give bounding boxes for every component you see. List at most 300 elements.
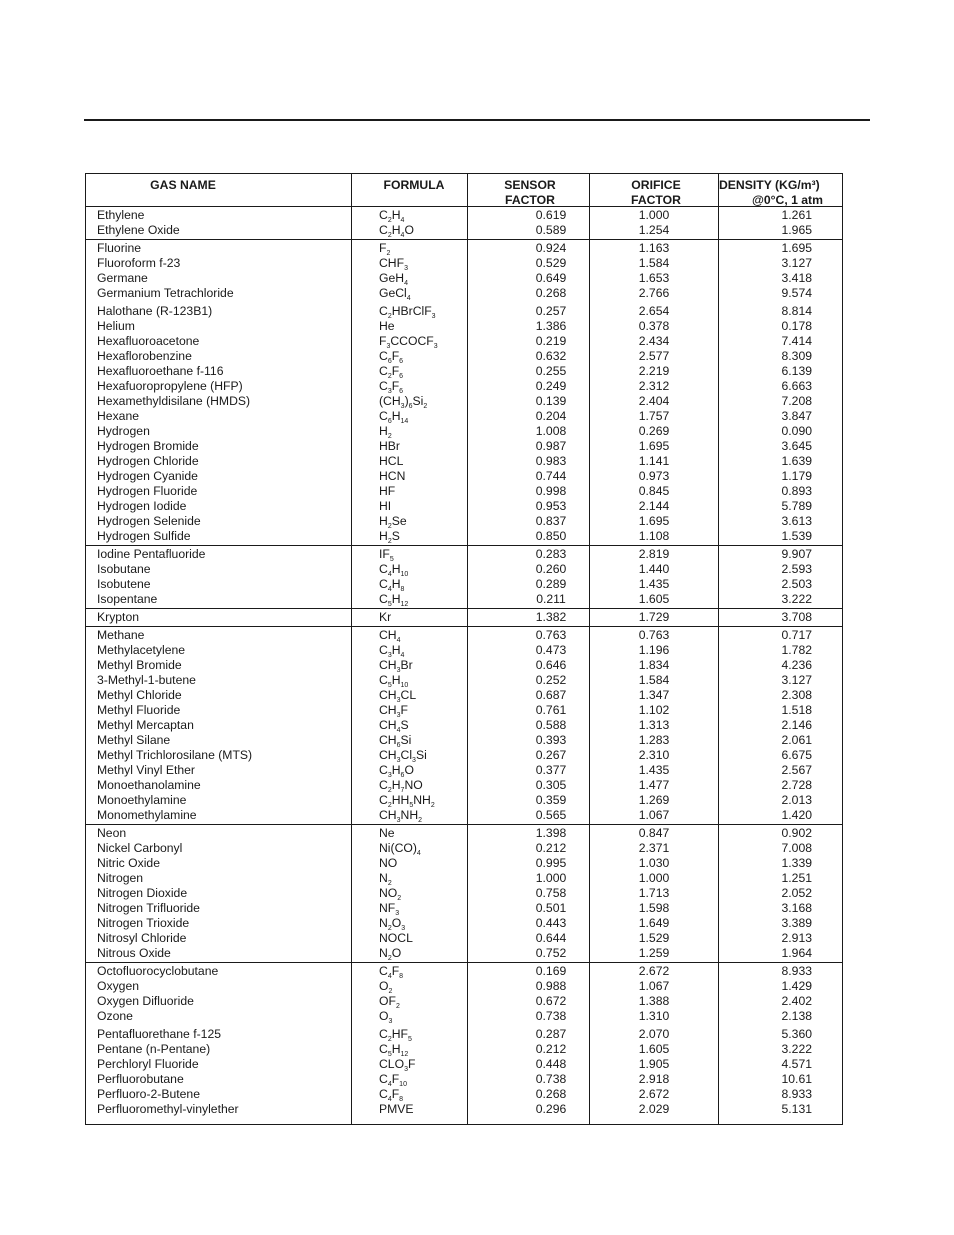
orifice-factor-cell: 1.067 (638, 979, 670, 993)
table-row (86, 979, 842, 994)
table-row (86, 319, 842, 334)
formula-cell: $C_5H_{12}$ (379, 592, 409, 608)
gas-name-cell: Methyl Mercaptan (97, 718, 194, 732)
gas-name-cell: Halothane (R-123B1) (97, 304, 213, 318)
density-cell: 2.052 (781, 886, 812, 900)
gas-name-cell: Pentafluorethane f-125 (97, 1027, 221, 1041)
sensor-factor-cell: 1.008 (535, 424, 567, 438)
orifice-factor-cell: 1.310 (638, 1009, 670, 1023)
table-row (86, 469, 842, 484)
gas-name-cell: Hydrogen Fluoride (97, 484, 198, 498)
orifice-factor-cell: 1.757 (638, 409, 670, 423)
sensor-factor-cell: 0.988 (535, 979, 567, 993)
sensor-factor-cell: 0.268 (535, 1087, 567, 1101)
orifice-factor-cell: 1.254 (638, 223, 670, 237)
density-cell: 6.139 (781, 364, 812, 378)
density-cell: 1.420 (781, 808, 812, 822)
table-row (86, 547, 842, 562)
table-row (86, 562, 842, 577)
orifice-factor-cell: 1.695 (638, 514, 670, 528)
orifice-factor-cell: 1.905 (638, 1057, 670, 1071)
density-cell: 3.847 (781, 409, 812, 423)
table-row (86, 901, 842, 916)
formula-cell: $C_2HF_5$ (379, 1027, 412, 1043)
density-cell: 5.789 (781, 499, 812, 513)
orifice-factor-cell: 0.845 (638, 484, 670, 498)
table-row (86, 379, 842, 394)
orifice-factor-cell: 1.283 (638, 733, 670, 747)
orifice-factor-cell: 0.847 (638, 826, 670, 840)
sensor-factor-cell: 0.644 (535, 931, 567, 945)
density-cell: 0.902 (781, 826, 812, 840)
table-row (86, 208, 842, 223)
table-row (86, 856, 842, 871)
formula-cell: $NO_2$ (379, 886, 402, 902)
formula-cell: $C_2H_7NO$ (379, 778, 423, 794)
formula-cell: NO (379, 856, 398, 870)
orifice-factor-cell: 2.672 (638, 1087, 670, 1101)
gas-name-cell: Hydrogen (97, 424, 150, 438)
orifice-factor-cell: 0.378 (638, 319, 670, 333)
table-row (86, 658, 842, 673)
gas-name-cell: Methyl Chloride (97, 688, 182, 702)
table-row (86, 643, 842, 658)
gas-name-cell: Methylacetylene (97, 643, 186, 657)
sensor-factor-cell: 0.738 (535, 1009, 567, 1023)
density-cell: 6.675 (781, 748, 812, 762)
orifice-factor-cell: 1.196 (638, 643, 670, 657)
formula-cell: $O_2$ (379, 979, 393, 995)
table-row (86, 703, 842, 718)
gas-name-cell: Hydrogen Selenide (97, 514, 201, 528)
orifice-factor-cell: 1.388 (638, 994, 670, 1008)
formula-cell: $CH_3Cl_3Si$ (379, 748, 427, 764)
formula-cell: $C_6F_6$ (379, 349, 404, 365)
gas-name-cell: Oxygen (97, 979, 140, 993)
gas-name-cell: Ethylene Oxide (97, 223, 180, 237)
gas-name-cell: Pentane (n-Pentane) (97, 1042, 211, 1056)
orifice-factor-cell: 2.672 (638, 964, 670, 978)
sensor-factor-cell: 0.255 (535, 364, 567, 378)
group-divider (86, 824, 842, 825)
formula-cell: HCN (379, 469, 406, 483)
orifice-factor-cell: 1.347 (638, 688, 670, 702)
density-cell: 1.782 (781, 643, 812, 657)
gas-factor-table (85, 173, 843, 1125)
gas-name-cell: Hexafuoropropylene (HFP) (97, 379, 243, 393)
table-row (86, 223, 842, 238)
group-divider (86, 239, 842, 240)
formula-cell: $F_3CCOCF_3$ (379, 334, 438, 350)
orifice-factor-cell: 2.918 (638, 1072, 670, 1086)
gas-name-cell: Nitrosyl Chloride (97, 931, 187, 945)
density-cell: 7.414 (781, 334, 812, 348)
density-cell: 3.127 (781, 256, 812, 270)
group-divider (86, 626, 842, 627)
density-cell: 3.222 (781, 1042, 812, 1056)
formula-cell: He (379, 319, 395, 333)
orifice-factor-cell: 1.000 (638, 208, 670, 222)
table-row (86, 1102, 842, 1117)
formula-cell: $C_3H_4$ (379, 643, 405, 659)
density-cell: 1.695 (781, 241, 812, 255)
gas-name-cell: Perfluoro-2-Butene (97, 1087, 200, 1101)
table-row (86, 1009, 842, 1024)
table-row (86, 454, 842, 469)
density-cell: 0.090 (781, 424, 812, 438)
orifice-factor-cell: 1.163 (638, 241, 670, 255)
gas-name-cell: 3-Methyl-1-butene (97, 673, 196, 687)
sensor-factor-cell: 0.473 (535, 643, 567, 657)
table-row (86, 271, 842, 286)
density-cell: 2.567 (781, 763, 812, 777)
sensor-factor-cell: 0.761 (535, 703, 567, 717)
gas-name-cell: Methyl Vinyl Ether (97, 763, 195, 777)
orifice-factor-cell: 2.654 (638, 304, 670, 318)
gas-name-cell: Hydrogen Bromide (97, 439, 199, 453)
orifice-factor-cell: 2.819 (638, 547, 670, 561)
orifice-factor-cell: 2.312 (638, 379, 670, 393)
formula-cell: $CH_4S$ (379, 718, 409, 734)
gas-name-cell: Methyl Trichlorosilane (MTS) (97, 748, 253, 762)
density-cell: 2.308 (781, 688, 812, 702)
gas-name-cell: Hexaflorobenzine (97, 349, 192, 363)
density-cell: 4.236 (781, 658, 812, 672)
sensor-factor-cell: 0.267 (535, 748, 567, 762)
formula-cell: Kr (379, 610, 392, 624)
orifice-factor-cell: 2.577 (638, 349, 670, 363)
sensor-factor-cell: 0.393 (535, 733, 567, 747)
sensor-factor-cell: 0.619 (535, 208, 567, 222)
orifice-factor-cell: 1.141 (638, 454, 670, 468)
formula-cell: $H_2S$ (379, 529, 400, 545)
gas-name-cell: Fluoroform f-23 (97, 256, 181, 270)
sensor-factor-cell: 0.257 (535, 304, 567, 318)
density-cell: 7.208 (781, 394, 812, 408)
table-row (86, 484, 842, 499)
orifice-factor-cell: 2.404 (638, 394, 670, 408)
sensor-factor-cell: 0.987 (535, 439, 567, 453)
formula-cell: HCL (379, 454, 404, 468)
gas-name-cell: Germane (97, 271, 148, 285)
gas-name-cell: Ethylene (97, 208, 145, 222)
density-cell: 3.613 (781, 514, 812, 528)
formula-cell: $C_2HH_5NH_2$ (379, 793, 435, 809)
gas-name-cell: Isobutene (97, 577, 151, 591)
orifice-factor-cell: 1.584 (638, 673, 670, 687)
table-row (86, 733, 842, 748)
gas-name-cell: Isopentane (97, 592, 158, 606)
sensor-factor-cell: 0.139 (535, 394, 567, 408)
formula-cell: $F_2$ (379, 241, 391, 257)
table-row (86, 964, 842, 979)
gas-name-cell: Methyl Fluoride (97, 703, 181, 717)
density-cell: 1.518 (781, 703, 812, 717)
gas-name-cell: Nitrous Oxide (97, 946, 171, 960)
density-cell: 1.965 (781, 223, 812, 237)
gas-name-cell: Hexamethyldisilane (HMDS) (97, 394, 251, 408)
orifice-factor-cell: 1.529 (638, 931, 670, 945)
density-cell: 2.138 (781, 1009, 812, 1023)
orifice-factor-cell: 2.434 (638, 334, 670, 348)
group-divider (86, 608, 842, 609)
sensor-factor-cell: 0.529 (535, 256, 567, 270)
density-cell: 2.593 (781, 562, 812, 576)
density-cell: 2.913 (781, 931, 812, 945)
formula-cell: $CHF_3$ (379, 256, 408, 272)
table-row (86, 529, 842, 544)
orifice-factor-cell: 1.653 (638, 271, 670, 285)
gas-name-cell: Fluorine (97, 241, 142, 255)
formula-cell: $C_6H_{14}$ (379, 409, 409, 425)
table-row (86, 628, 842, 643)
formula-cell: NOCL (379, 931, 413, 945)
density-cell: 1.339 (781, 856, 812, 870)
header-gas-name: GAS NAME (150, 178, 216, 192)
sensor-factor-cell: 1.398 (535, 826, 567, 840)
orifice-factor-cell: 2.310 (638, 748, 670, 762)
gas-name-cell: Hydrogen Iodide (97, 499, 187, 513)
formula-cell: $C_2H_4O$ (379, 223, 414, 239)
table-row (86, 256, 842, 271)
table-row (86, 592, 842, 607)
formula-cell: $CH_4$ (379, 628, 401, 644)
table-row (86, 1072, 842, 1087)
sensor-factor-cell: 0.738 (535, 1072, 567, 1086)
gas-name-cell: Nitrogen (97, 871, 144, 885)
sensor-factor-cell: 0.763 (535, 628, 567, 642)
table-row (86, 286, 842, 301)
sensor-factor-cell: 0.649 (535, 271, 567, 285)
orifice-factor-cell: 1.102 (638, 703, 670, 717)
sensor-factor-cell: 0.758 (535, 886, 567, 900)
formula-cell: $CH_3Br$ (379, 658, 413, 674)
density-cell: 8.309 (781, 349, 812, 363)
density-cell: 2.146 (781, 718, 812, 732)
table-row (86, 1057, 842, 1072)
orifice-factor-cell: 1.834 (638, 658, 670, 672)
density-cell: 8.933 (781, 1087, 812, 1101)
density-cell: 2.728 (781, 778, 812, 792)
formula-cell: $C_4F_8$ (379, 964, 404, 980)
sensor-factor-cell: 0.268 (535, 286, 567, 300)
sensor-factor-cell: 0.211 (536, 592, 566, 606)
header-density: DENSITY (KG/m³) @0°C, 1 atm (719, 178, 823, 207)
table-row (86, 886, 842, 901)
gas-name-cell: Hydrogen Sulfide (97, 529, 191, 543)
sensor-factor-cell: 0.501 (535, 901, 567, 915)
formula-cell: $N_2O$ (379, 946, 402, 962)
table-row (86, 1087, 842, 1102)
density-cell: 2.402 (781, 994, 812, 1008)
table-row (86, 871, 842, 886)
sensor-factor-cell: 0.448 (535, 1057, 567, 1071)
gas-name-cell: Nitric Oxide (97, 856, 160, 870)
table-row (86, 916, 842, 931)
sensor-factor-cell: 0.212 (535, 841, 567, 855)
gas-name-cell: Ozone (97, 1009, 133, 1023)
table-row (86, 931, 842, 946)
table-row (86, 304, 842, 319)
orifice-factor-cell: 1.435 (638, 577, 670, 591)
formula-cell: $(CH_3)_6Si_2$ (379, 394, 428, 410)
formula-cell: $NF_3$ (379, 901, 400, 917)
formula-cell: $CH_3NH_2$ (379, 808, 423, 824)
formula-cell: GeCl$_4$ (379, 286, 411, 302)
table-row (86, 424, 842, 439)
formula-cell: $CLO_3F$ (379, 1057, 416, 1073)
formula-cell: $CH_6Si$ (379, 733, 412, 749)
orifice-factor-cell: 1.269 (638, 793, 670, 807)
formula-cell: $C_5H_{10}$ (379, 673, 409, 689)
gas-name-cell: Germanium Tetrachloride (97, 286, 234, 300)
density-cell: 10.61 (781, 1072, 812, 1086)
density-cell: 3.168 (781, 901, 812, 915)
gas-name-cell: Hexafluoroacetone (97, 334, 200, 348)
gas-name-cell: Hydrogen Cyanide (97, 469, 198, 483)
formula-cell: $C_3H_6O$ (379, 763, 414, 779)
table-row (86, 748, 842, 763)
sensor-factor-cell: 0.995 (535, 856, 567, 870)
density-cell: 3.418 (781, 271, 812, 285)
orifice-factor-cell: 1.605 (638, 1042, 670, 1056)
orifice-factor-cell: 1.030 (638, 856, 670, 870)
formula-cell: $C_2HBrClF_3$ (379, 304, 436, 320)
sensor-factor-cell: 0.296 (535, 1102, 567, 1116)
sensor-factor-cell: 1.382 (535, 610, 567, 624)
gas-name-cell: Perchloryl Fluoride (97, 1057, 199, 1071)
orifice-factor-cell: 0.269 (638, 424, 670, 438)
table-row (86, 394, 842, 409)
formula-cell: $C_4F_{10}$ (379, 1072, 407, 1088)
density-cell: 0.178 (781, 319, 812, 333)
gas-name-cell: Nickel Carbonyl (97, 841, 183, 855)
sensor-factor-cell: 0.646 (535, 658, 567, 672)
density-cell: 3.127 (781, 673, 812, 687)
sensor-factor-cell: 0.283 (535, 547, 567, 561)
table-row (86, 778, 842, 793)
formula-cell: HI (379, 499, 392, 513)
sensor-factor-cell: 0.169 (535, 964, 567, 978)
table-row (86, 793, 842, 808)
gas-name-cell: Hexafluoroethane f-116 (97, 364, 224, 378)
sensor-factor-cell: 0.443 (535, 916, 567, 930)
density-cell: 7.008 (781, 841, 812, 855)
density-cell: 8.933 (781, 964, 812, 978)
density-cell: 3.645 (781, 439, 812, 453)
formula-cell: $N_2$ (379, 871, 392, 887)
sensor-factor-cell: 0.289 (535, 577, 567, 591)
table-row (86, 946, 842, 961)
header-sensor-factor: SENSOR FACTOR (504, 178, 556, 207)
formula-cell: $Ni(CO)_4$ (379, 841, 421, 857)
table-row (86, 409, 842, 424)
density-cell: 1.539 (781, 529, 812, 543)
table-row (86, 334, 842, 349)
sensor-factor-cell: 0.252 (535, 673, 567, 687)
gas-name-cell: Hexane (97, 409, 140, 423)
formula-cell: $C_5H_{12}$ (379, 1042, 409, 1058)
gas-name-cell: Methane (97, 628, 145, 642)
density-cell: 3.389 (781, 916, 812, 930)
sensor-factor-cell: 0.219 (535, 334, 567, 348)
formula-cell: $C_2F_6$ (379, 364, 404, 380)
formula-cell: $C_4H_{10}$ (379, 562, 409, 578)
gas-name-cell: Nitrogen Trioxide (97, 916, 190, 930)
density-cell: 0.717 (781, 628, 812, 642)
sensor-factor-cell: 0.752 (535, 946, 567, 960)
sensor-factor-cell: 0.565 (535, 808, 567, 822)
orifice-factor-cell: 2.371 (638, 841, 670, 855)
density-cell: 3.708 (781, 610, 812, 624)
gas-name-cell: Methyl Bromide (97, 658, 182, 672)
group-divider (86, 962, 842, 963)
formula-cell: $H_2$ (379, 424, 392, 440)
table-row (86, 1042, 842, 1057)
density-cell: 8.814 (781, 304, 812, 318)
sensor-factor-cell: 0.204 (535, 409, 567, 423)
orifice-factor-cell: 1.440 (638, 562, 670, 576)
density-cell: 5.360 (781, 1027, 812, 1041)
gas-name-cell: Monomethylamine (97, 808, 197, 822)
formula-cell: HF (379, 484, 396, 498)
density-cell: 5.131 (781, 1102, 812, 1116)
table-row (86, 499, 842, 514)
orifice-factor-cell: 1.108 (638, 529, 670, 543)
sensor-factor-cell: 0.998 (535, 484, 567, 498)
density-cell: 1.429 (781, 979, 812, 993)
gas-name-cell: Hydrogen Chloride (97, 454, 199, 468)
table-row (86, 688, 842, 703)
sensor-factor-cell: 0.924 (535, 241, 567, 255)
gas-name-cell: Helium (97, 319, 135, 333)
sensor-factor-cell: 0.377 (535, 763, 567, 777)
sensor-factor-cell: 0.305 (535, 778, 567, 792)
sensor-factor-cell: 0.837 (535, 514, 567, 528)
sensor-factor-cell: 0.850 (535, 529, 567, 543)
table-row (86, 994, 842, 1009)
gas-name-cell: Oxygen Difluoride (97, 994, 194, 1008)
formula-cell: $C_4F_8$ (379, 1087, 404, 1103)
gas-name-cell: Neon (97, 826, 127, 840)
orifice-factor-cell: 2.766 (638, 286, 670, 300)
orifice-factor-cell: 1.067 (638, 808, 670, 822)
orifice-factor-cell: 1.713 (638, 886, 670, 900)
sensor-factor-cell: 0.589 (535, 223, 567, 237)
density-cell: 1.964 (781, 946, 812, 960)
orifice-factor-cell: 1.598 (638, 901, 670, 915)
gas-name-cell: Monoethylamine (97, 793, 187, 807)
density-cell: 2.013 (781, 793, 812, 807)
density-cell: 3.222 (781, 592, 812, 606)
orifice-factor-cell: 1.649 (638, 916, 670, 930)
density-cell: 6.663 (781, 379, 812, 393)
table-row (86, 673, 842, 688)
table-row (86, 763, 842, 778)
density-cell: 2.061 (781, 733, 812, 747)
orifice-factor-cell: 1.605 (638, 592, 670, 606)
sensor-factor-cell: 0.632 (535, 349, 567, 363)
density-cell: 1.639 (781, 454, 812, 468)
density-cell: 0.893 (781, 484, 812, 498)
table-row (86, 1027, 842, 1042)
formula-cell: GeH$_4$ (379, 271, 408, 287)
formula-cell: $O_3$ (379, 1009, 393, 1025)
sensor-factor-cell: 1.000 (535, 871, 567, 885)
density-cell: 4.571 (781, 1057, 812, 1071)
orifice-factor-cell: 1.477 (638, 778, 670, 792)
gas-name-cell: Krypton (97, 610, 140, 624)
